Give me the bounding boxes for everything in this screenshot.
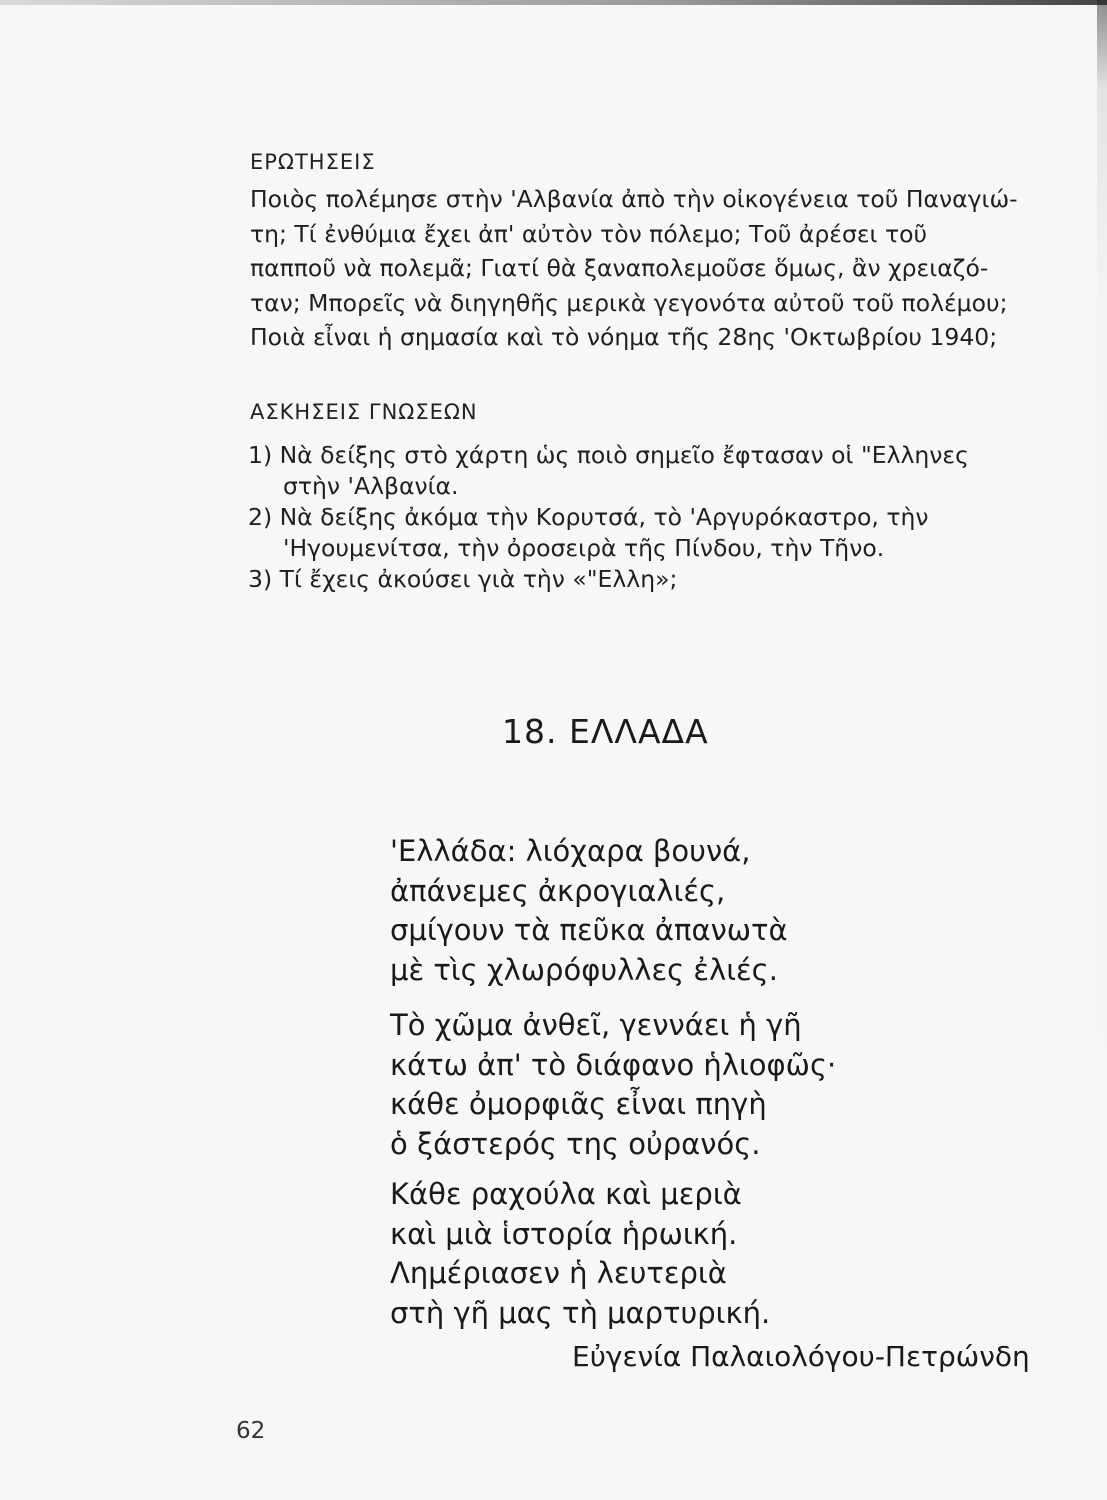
page-number: 62 [236,1418,266,1444]
scan-right-shadow [1097,0,1107,1500]
questions-line: ταν; Μπορεῖς νὰ διηγηθῆς μερικὰ γεγονότα αὐτοῦ τοῦ πολέμου; [250,288,1008,317]
poem-line: 'Ελλάδα: λιόχαρα βουνά, [390,834,751,868]
scan-top-edge [0,0,1107,5]
poem-line: Κάθε ραχούλα καὶ μεριὰ [390,1177,742,1211]
poem-line: στὴ γῆ μας τὴ μαρτυρική. [390,1295,771,1330]
poem-line: καὶ μιὰ ἱστορία ἡρωική. [390,1216,738,1251]
poem-stanza-3 [390,1175,770,1333]
exercise-item-1-line-2: στὴν 'Αλβανία. [283,472,459,500]
poem-line: Τὸ χῶμα ἀνθεῖ, γεννάει ἡ γῆ [390,1008,802,1042]
questions-line: παπποῦ νὰ πολεμᾶ; Γιατί θὰ ξαναπολεμοῦσε ὅμως, ἂν χρειαζό- [250,254,989,282]
poem-line: κάτω ἀπ' τὸ διάφανο ἡλιοφῶς· [390,1047,837,1082]
exercise-item-1-line-1: 1) Νὰ δείξης στὸ χάρτη ὡς ποιὸ σημεῖο ἔφτασαν οἱ "Ελληνες [248,441,969,469]
poem-line: Λημέριασεν ἡ λευτεριὰ [390,1256,727,1290]
exercise-item-2-line-1: 2) Νὰ δείξης ἀκόμα τὴν Κορυτσά, τὸ 'Αργυρόκαστρο, τὴν [248,503,929,531]
questions-line: τη; Τί ἐνθύμια ἔχει ἀπ' αὐτὸν τὸν πόλεμο; Τοῦ ἀρέσει τοῦ [250,219,928,248]
poem-line: σμίγουν τὰ πεῦκα ἀπανωτὰ [390,913,788,947]
exercise-item-2-line-2: 'Ηγουμενίτσα, τὴν ὀροσειρὰ τῆς Πίνδου, τὴν Τῆνο. [283,534,885,562]
exercises-heading: ΑΣΚΗΣΕΙΣ ΓΝΩΣΕΩΝ [250,400,478,424]
poem-line: κάθε ὀμορφιᾶς εἶναι πηγὴ [390,1087,767,1121]
poem-stanza-2 [390,1006,836,1164]
poem-line: ἀπάνεμες ἀκρογιαλιές, [390,873,726,908]
exercises-list [248,440,1058,595]
poem-author: Εὐγενία Παλαιολόγου-Πετρώνδη [572,1340,1030,1373]
poem-line: μὲ τὶς χλωρόφυλλες ἐλιές. [390,952,778,987]
questions-paragraph [250,182,1056,355]
poem-stanza-1 [390,832,788,990]
questions-line: Ποιὸς πολέμησε στὴν 'Αλβανία ἀπὸ τὴν οἰκογένεια τοῦ Παναγιώ- [250,185,1018,213]
questions-line: Ποιὰ εἶναι ἡ σημασία καὶ τὸ νόημα τῆς 28ης 'Οκτωβρίου 1940; [250,323,998,351]
questions-heading: ΕΡΩΤΗΣΕΙΣ [250,150,376,174]
poem-title: 18. ΕΛΛΑΔΑ [502,712,709,751]
exercise-item-3-line-1: 3) Τί ἔχεις ἀκούσει γιὰ τὴν «"Ελλη»; [248,565,678,593]
poem-line: ὁ ξάστερός της οὐρανός. [390,1126,761,1161]
